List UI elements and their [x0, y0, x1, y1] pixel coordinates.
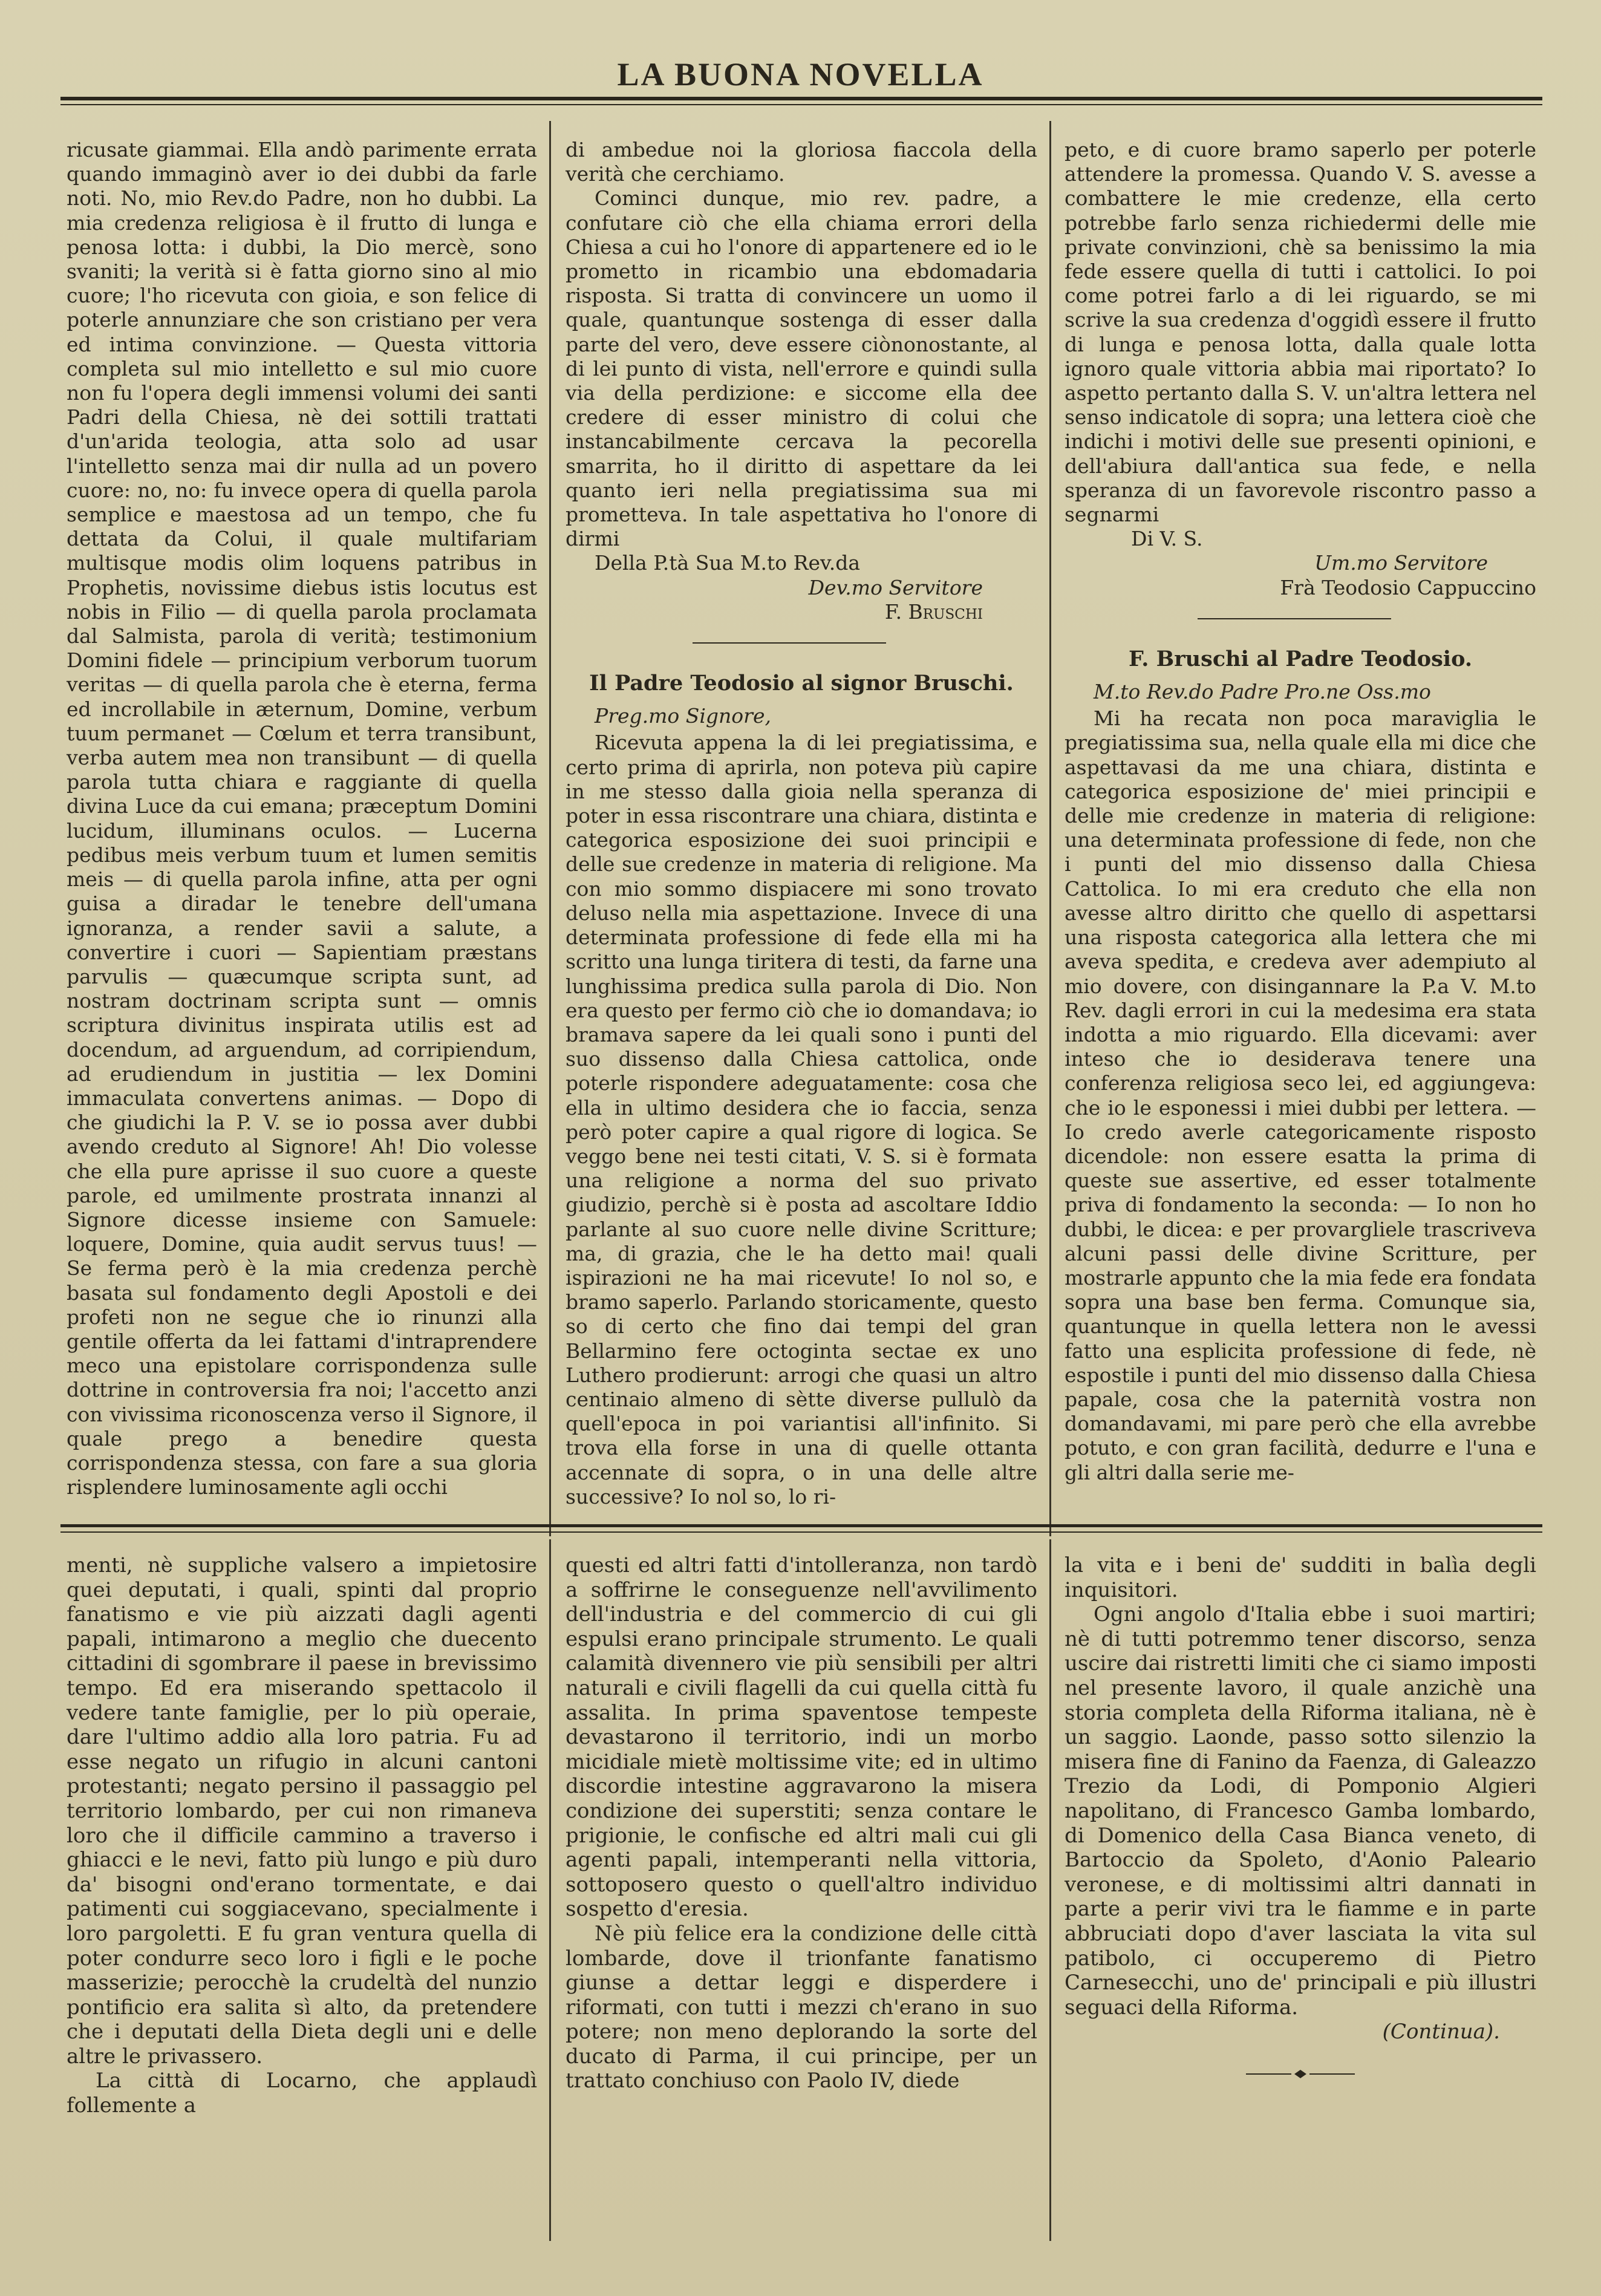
article-paragraph: La città di Locarno, che applaudì follemente a — [67, 2069, 537, 2118]
masthead-rule-thick — [60, 97, 1542, 100]
continued-note: (Continua). — [1382, 2020, 1500, 2044]
letter-salutation: M.to Rev.do Padre Pro.ne Oss.mo — [1094, 680, 1431, 704]
column-divider — [549, 1539, 551, 2241]
article-paragraph: la vita e i beni de' sudditi in balìa degli inquisitori. — [1065, 1553, 1536, 1602]
article-paragraph: menti, nè suppliche valsero a impietosire quei deputati, i quali, spinti dal proprio fanatismo e vie più aizzati dagli agenti papali, intimarono a meglio che duecento cittadini di sgombrare il paese in brevissimo tempo. Ed era miserando spettacolo il vedere tante famiglie, per lo più operaie, dare l'ultimo addio alla loro patria. Fu ad esse negato un rifugio in alcuni cantoni protestanti; negato persino il passaggio pel territorio lombardo, per cui non rimaneva loro che il difficile cammino a traverso i ghiacci e le nevi, fatto più lungo e più duro da' bisogni ond'erano tormentate, e dai patimenti cui soggiacevano, specialmente i loro pargoletti. E fu gran ventura quella di poter condurre seco loro i figli e le poche masserizie; perocchè la crudeltà del nunzio pontificio era salita sì alto, da pretendere che i deputati della Dieta degli uni e delle altre le privassero. — [67, 1553, 537, 2069]
letter-paragraph: Cominci dunque, mio rev. padre, a confutare ciò che ella chiama errori della Chiesa a cui ho l'onore di appartenere ed io le prometto in ricambio una ebdomadaria risposta. Si tratta di convincere un uomo il quale, quantunque sostenga di esser dalla parte del vero, deve essere ciònonostante, al di lei punto di vista, nell'errore e quindi sulla via della perdizione: e siccome ella dee credere di esser ministro di colui che instancabilmente cercava la pecorella smarrita, ho il diritto di aspettare da lei quanto ieri nella pregiatissima sua mi prometteva. In tale aspettativa ho l'onore di dirmi — [566, 186, 1037, 551]
letter-paragraph: peto, e di cuore bramo saperlo per poterle attendere la promessa. Quando V. S. avesse a combattere le mie credenze, ella certo potrebbe farlo senza richiedermi delle mie private convinzioni, chè sa benissimo la mia fede essere quella di tutti i cattolici. Io poi come potrei farlo a di lei riguardo, se mi scrive la sua credenza d'oggidì essere il frutto di lunga e penosa lotta, dalla quale lotta ignoro quale vittoria abbia mai riportato? Io aspetto pertanto dalla S. V. un'altra lettera nel senso indicatole di sopra; una lettera cioè che indichi i motivi delle sue presenti opinioni, e dell'abiura dall'antica sua fede, e nella speranza di un favorevole riscontro passo a segnarmi — [1065, 138, 1536, 527]
bottom-column-3 — [1065, 1553, 1536, 2087]
letter-signature: Frà Teodosio Cappuccino — [1280, 575, 1536, 599]
bottom-column-2 — [566, 1553, 1037, 2093]
column-divider — [1049, 121, 1051, 1536]
letter-closing-paragraph: di ambedue noi la gloriosa fiaccola della verità che cerchiamo. — [566, 138, 1037, 186]
top-column-2 — [566, 138, 1037, 1509]
masthead-rule-thin — [60, 104, 1542, 105]
section-separator — [693, 642, 886, 644]
letter-closing: Della P.tà Sua M.to Rev.da — [595, 551, 861, 575]
ornament-divider — [1065, 2063, 1536, 2087]
letter-salutation: Preg.mo Signore, — [595, 704, 771, 728]
letter-signature: F. Bruschi — [884, 599, 983, 624]
column-divider — [549, 121, 551, 1536]
letter-valediction: Dev.mo Servitore — [808, 575, 983, 599]
section-rule-thick — [60, 1524, 1542, 1527]
letter-paragraph: Mi ha recata non poca maraviglia le pregiatissima sua, nella quale ella mi dice che aspettavasi da me una chiara, distinta e categorica esposizione de' miei principii e delle mie credenze in materia di religione: una determinata professione di fede, non che i punti del mio dissenso dalla Chiesa Cattolica. Io mi era creduto che ella non avesse altro diritto che quello di aspettarsi una risposta categorica alla lettera che mi aveva spedita, e credeva aver adempiuto al mio dovere, con disingannare la P.a V. M.to Rev. dagli errori in cui la medesima era stata indotta a mio riguardo. Ella dicevami: aver inteso che io desiderava tenere una conferenza religiosa seco lei, ed aggiungeva: che io le esponessi i miei dubbi per lettera. — Io credo averle categoricamente risposto dicendole: non essere esatta la prima di queste sue assertive, ed esser totalmente priva di fondamento la seconda: — Io non ho dubbi, le dicea: e per provargliele trascriveva alcuni passi delle divine Scritture, per mostrarle appunto che la mia fede era fondata sopra una base ben ferma. Comunque sia, quantunque in quella lettera non le avessi fatto una esplicita professione di fede, nè espostile i punti del mio dissenso dalla Chiesa papale, cosa che la paternità vostra non domandavami, mi pare però che ella avrebbe potuto, e con gran facilità, dedurre e l'una e gli altri dalla serie me- — [1065, 706, 1536, 1484]
letter-closing: Di V. S. — [1131, 527, 1203, 551]
section-separator — [1198, 618, 1391, 619]
top-column-3 — [1065, 138, 1536, 1485]
letter-body: ricusate giammai. Ella andò parimente errata quando immaginò aver io dei dubbi da farle noti. No, mio Rev.do Padre, non ho dubbi. La mia credenza religiosa è il frutto di lunga e penosa lotta: i dubbi, la Dio mercè, sono svaniti; la verità si è fatta giorno sino al mio cuore; l'ho ricevuta con gioia, e son felice di poterle annunziare che son cristiano per vera ed intima convinzione. — Questa vittoria completa sul mio intelletto e sul mio cuore non fu l'opera degli immensi volumi dei santi Padri della Chiesa, nè dei sottili trattati d'un'arida teologia, atta solo ad usar l'intelletto senza mai dir nulla ad un povero cuore: no, no: fu invece opera di quella parola semplice e maestosa ad un tempo, che fu dettata da Colui, il quale multifariam multisque modis olim loquens patribus in Prophetis, novissime diebus istis locutus est nobis in Filio — di quella parola proclamata dal Salmista, parola di verità; testimonium Domini fidele — principium verborum tuorum veritas — di quella parola che è eterna, ferma ed incrollabile in æternum, Domine, verbum tuum permanet — Cœlum et terra transibunt, verba autem mea non transibunt — di quella parola tutta chiara e raggiante di quella divina Luce da cui emana; præceptum Domini lucidum, illuminans oculos. — Lucerna pedibus meis verbum tuum et lumen semitis meis — di quella parola infine, atta per ogni guisa a diradar le tenebre dell'umana ignoranza, a render savii a salute, a convertire i cuori — Sapientiam præstans parvulis — quæcumque scripta sunt, ad nostram doctrinam scripta sunt — omnis scriptura divinitus inspirata utilis est ad docendum, ad arguendum, ad corripiendum, ad erudiendum in justitia — lex Domini immaculata convertens animas. — Dopo di che giudichi la P. V. se io possa aver dubbi avendo creduto al Signore! Ah! Dio volesse che ella pure aprisse il suo cuore a queste parole, ed umilmente prostrata innanzi al Signore dicesse insieme con Samuele: loquere, Domine, quia audit servus tuus! — Se ferma però è la mia credenza perchè basata sul fondamento degli Apostoli e dei profeti non ne segue che io rinunzi alla gentile offerta da lei fattami d'intraprendere meco una epistolare corrispondenza sulle dottrine in controversia fra noi; l'accetto anzi con vivissima riconoscenza verso il Signore, il quale prego a benedire questa corrispondenza stessa, con fare a sua gloria risplendere luminosamente agli occhi — [67, 138, 537, 1499]
column-divider — [1049, 1539, 1051, 2241]
letter-heading: Il Padre Teodosio al signor Bruschi. — [589, 671, 1014, 696]
bottom-column-1 — [67, 1553, 537, 2118]
letter-paragraph: Ricevuta appena la di lei pregiatissima, e certo prima di aprirla, non poteva più capire in me stesso dalla gioia nella speranza di poter in essa riscontrare una chiara, distinta e categorica esposizione dei suoi principii e delle sue credenze in materia di religione. Ma con mio sommo dispiacere mi sono trovato deluso nella mia aspettazione. Invece di una determinata professione di fede ella mi ha scritto una lunga tiritera di testi, da farne una lunghissima predica sulla parola di Dio. Non era questo per fermo ciò che io domandava; io bramava sapere da lei quali sono i punti del suo dissenso dalla Chiesa cattolica, onde poterle rispondere adeguatamente: cosa che ella in ultimo desidera che io faccia, senza però poter capire a qual rigore di logica. Se veggo bene nei testi citati, V. S. si è formata una religione a norma del suo privato giudizio, perchè si è posta ad ascoltare Iddio parlante al suo cuore nelle divine Scritture; ma, di grazia, che le ha detto mai! quali ispirazioni ne ha mai ricevute! Io nol so, e bramo saperlo. Parlando storicamente, questo so di certo che fino dai tempi del gran Bellarmino fere octoginta sectae ex uno Luthero prodierunt: arrogi che quasi un altro centinaio almeno di sètte diverse pullulò da quell'epoca in poi variantisi all'infinito. Si trova ella forse in una di quelle ottanta accennate di sopra, o in una delle altre successive? Io nol so, lo ri- — [566, 731, 1037, 1508]
article-paragraph: Nè più felice era la condizione delle città lombarde, dove il trionfante fanatismo giunse a dettar leggi e disperdere i riformati, con tutti i mezzi ch'erano in suo potere; non meno deplorando la sorte del ducato di Parma, il cui principe, per un trattato conchiuso con Paolo IV, diede — [566, 1921, 1037, 2093]
letter-valediction: Um.mo Servitore — [1314, 551, 1488, 575]
article-paragraph: questi ed altri fatti d'intolleranza, non tardò a soffrirne le conseguenze nell'avvilimento dell'industria e del commercio di cui gli espulsi erano principale strumento. Le quali calamità divennero vie più sensibili per altri naturali e civili flagelli da cui quella città fu assalita. In prima spaventose tempeste devastarono il territorio, indi un morbo micidiale mietè moltissime vite; ed in ultimo discordie intestine aggravarono la misera condizione dei superstiti; senza contare le prigionie, le confische ed altri mali cui gli agenti papali, intemperanti nella vittoria, sottoposero questo o quell'altro individuo sospetto d'eresia. — [566, 1553, 1037, 1922]
ornament-icon — [1240, 2068, 1361, 2080]
section-rule-thin — [60, 1531, 1542, 1533]
letter-heading: F. Bruschi al Padre Teodosio. — [1128, 646, 1473, 671]
top-column-1 — [67, 138, 537, 1499]
article-paragraph: Ogni angolo d'Italia ebbe i suoi martiri; nè di tutti potremmo tener discorso, senza uscire dai ristretti limiti che ci siamo imposti nel presente lavoro, il quale anzichè una storia completa della Riforma italiana, nè è un saggio. Laonde, passo sotto silenzio la misera fine di Fanino da Faenza, di Galeazzo Trezio da Lodi, di Pomponio Algieri napolitano, di Francesco Gamba lombardo, di Domenico della Casa Bianca veneto, di Bartoccio da Spoleto, d'Aonio Paleario veronese, e di moltissimi altri dannati in parte a perir vivi tra le fiamme e in parte abbruciati dopo d'aver lasciata la vita sul patibolo, ci occuperemo di Pietro Carnesecchi, uno de' principali e più illustri seguaci della Riforma. — [1065, 1602, 1536, 2020]
masthead-title: LA BUONA NOVELLA — [617, 56, 984, 93]
